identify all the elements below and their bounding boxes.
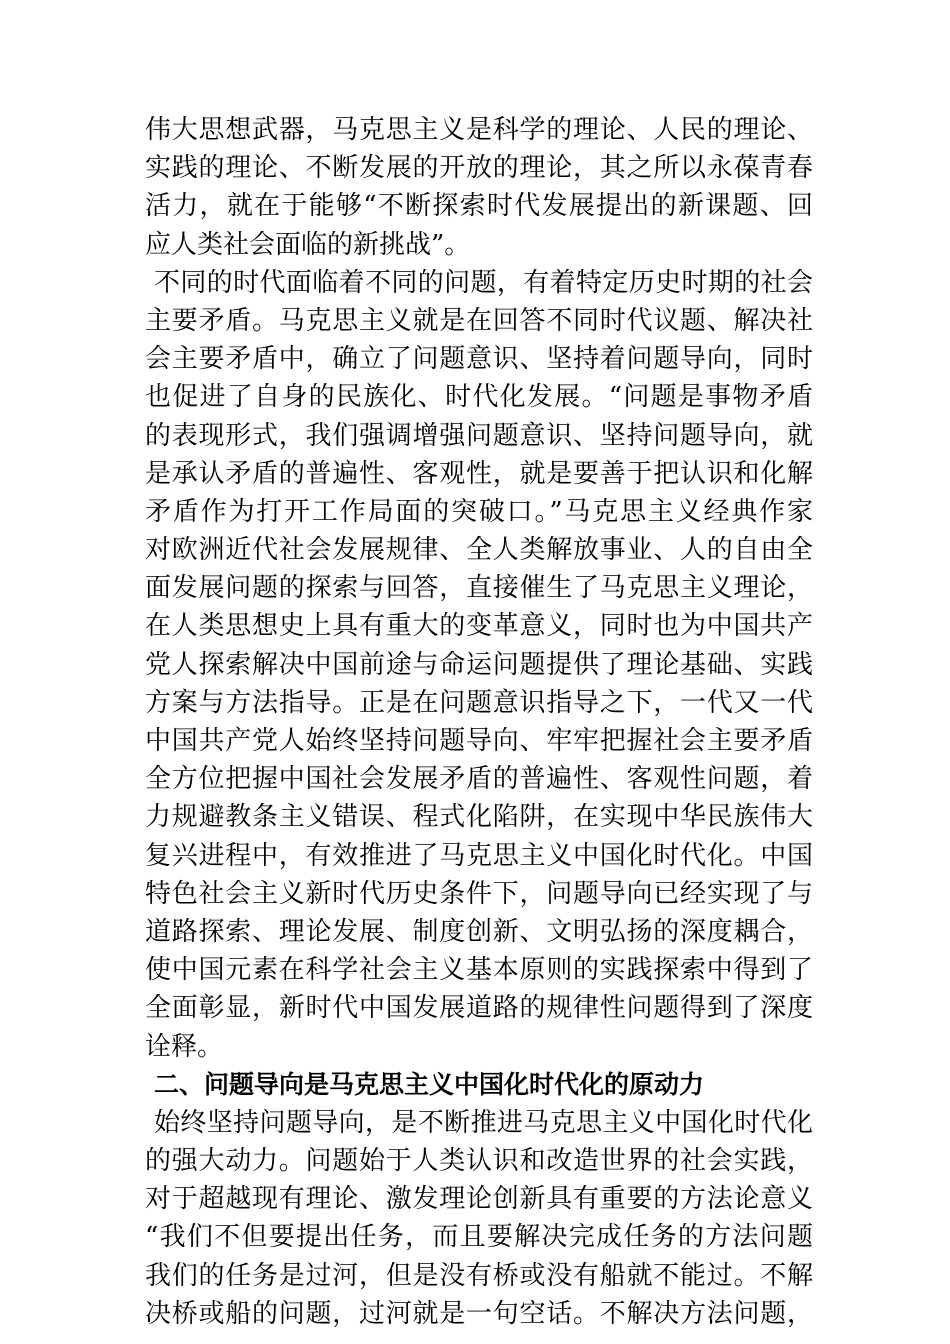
text-line: 会主要矛盾中，确立了问题意识、坚持着问题导向，同时: [145, 344, 813, 375]
text-line: 使中国元素在科学社会主义基本原则的实践探索中得到了: [145, 955, 813, 986]
text-line: 是承认矛盾的普遍性、客观性，就是要善于把认识和化解: [145, 458, 813, 489]
text-line: 诠释。: [145, 1031, 224, 1062]
text-line: 对于超越现有理论、激发理论创新具有重要的方法论意义: [145, 1184, 813, 1215]
section-heading: 二、问题导向是马克思主义中国化时代化的原动力: [154, 1069, 705, 1099]
text-line: 中国共产党人始终坚持问题导向、牢牢把握社会主要矛盾: [145, 726, 813, 756]
text-line: 在人类思想史上具有重大的变革意义，同时也为中国共产: [145, 611, 813, 642]
text-line: 方案与方法指导。正是在问题意识指导之下，一代又一代: [145, 687, 813, 718]
text-line: 力规避教条主义错误、程式化陷阱，在实现中华民族伟大: [145, 802, 813, 833]
text-line: 全方位把握中国社会发展矛盾的普遍性、客观性问题，着: [145, 764, 813, 795]
text-line: 主要矛盾。马克思主义就是在回答不同时代议题、解决社: [145, 305, 813, 336]
paragraph-2: [145, 264, 813, 1066]
text-line: 特色社会主义新时代历史条件下，问题导向已经实现了与: [145, 878, 813, 909]
text-line: 矛盾作为打开工作局面的突破口。”马克思主义经典作家: [145, 496, 813, 527]
text-line: 也促进了自身的民族化、时代化发展。“问题是事物矛盾: [145, 382, 813, 413]
text-line: 实践的理论、不断发展的开放的理论，其之所以永葆青春: [145, 153, 813, 184]
text-line: 活力，就在于能够“不断探索时代发展提出的新课题、回: [145, 191, 813, 222]
text-line: 党人探索解决中国前途与命运问题提供了理论基础、实践: [145, 649, 813, 680]
text-line: 的表现形式，我们强调增强问题意识、坚持问题导向，就: [145, 420, 813, 451]
text-line: 决桥或船的问题，过河就是一句空话。不解决方法问题，: [145, 1298, 813, 1329]
text-line: 始终坚持问题导向，是不断推进马克思主义中国化时代化: [154, 1107, 813, 1138]
document-page: [145, 111, 813, 1333]
text-line: 的强大动力。问题始于人类认识和改造世界的社会实践，: [145, 1146, 813, 1177]
text-line: 我们的任务是过河，但是没有桥或没有船就不能过。不解: [145, 1260, 813, 1291]
text-line: 复兴进程中，有效推进了马克思主义中国化时代化。中国: [145, 840, 813, 871]
text-line: 面发展问题的探索与回答，直接催生了马克思主义理论，: [145, 573, 813, 604]
paragraph-3: [145, 1104, 813, 1333]
text-line: 对欧洲近代社会发展规律、全人类解放事业、人的自由全: [145, 535, 813, 566]
text-line: 全面彰显，新时代中国发展道路的规律性问题得到了深度: [145, 993, 813, 1024]
text-line: 不同的时代面临着不同的问题，有着特定历史时期的社会: [154, 267, 813, 298]
text-line: 伟大思想武器，马克思主义是科学的理论、人民的理论、: [145, 115, 813, 145]
text-line: 应人类社会面临的新挑战”。: [145, 229, 471, 260]
paragraph-1: [145, 111, 813, 264]
text-line: 道路探索、理论发展、制度创新、文明弘扬的深度耦合，: [145, 916, 813, 947]
text-line: “我们不但要提出任务，而且要解决完成任务的方法问题: [145, 1222, 813, 1253]
